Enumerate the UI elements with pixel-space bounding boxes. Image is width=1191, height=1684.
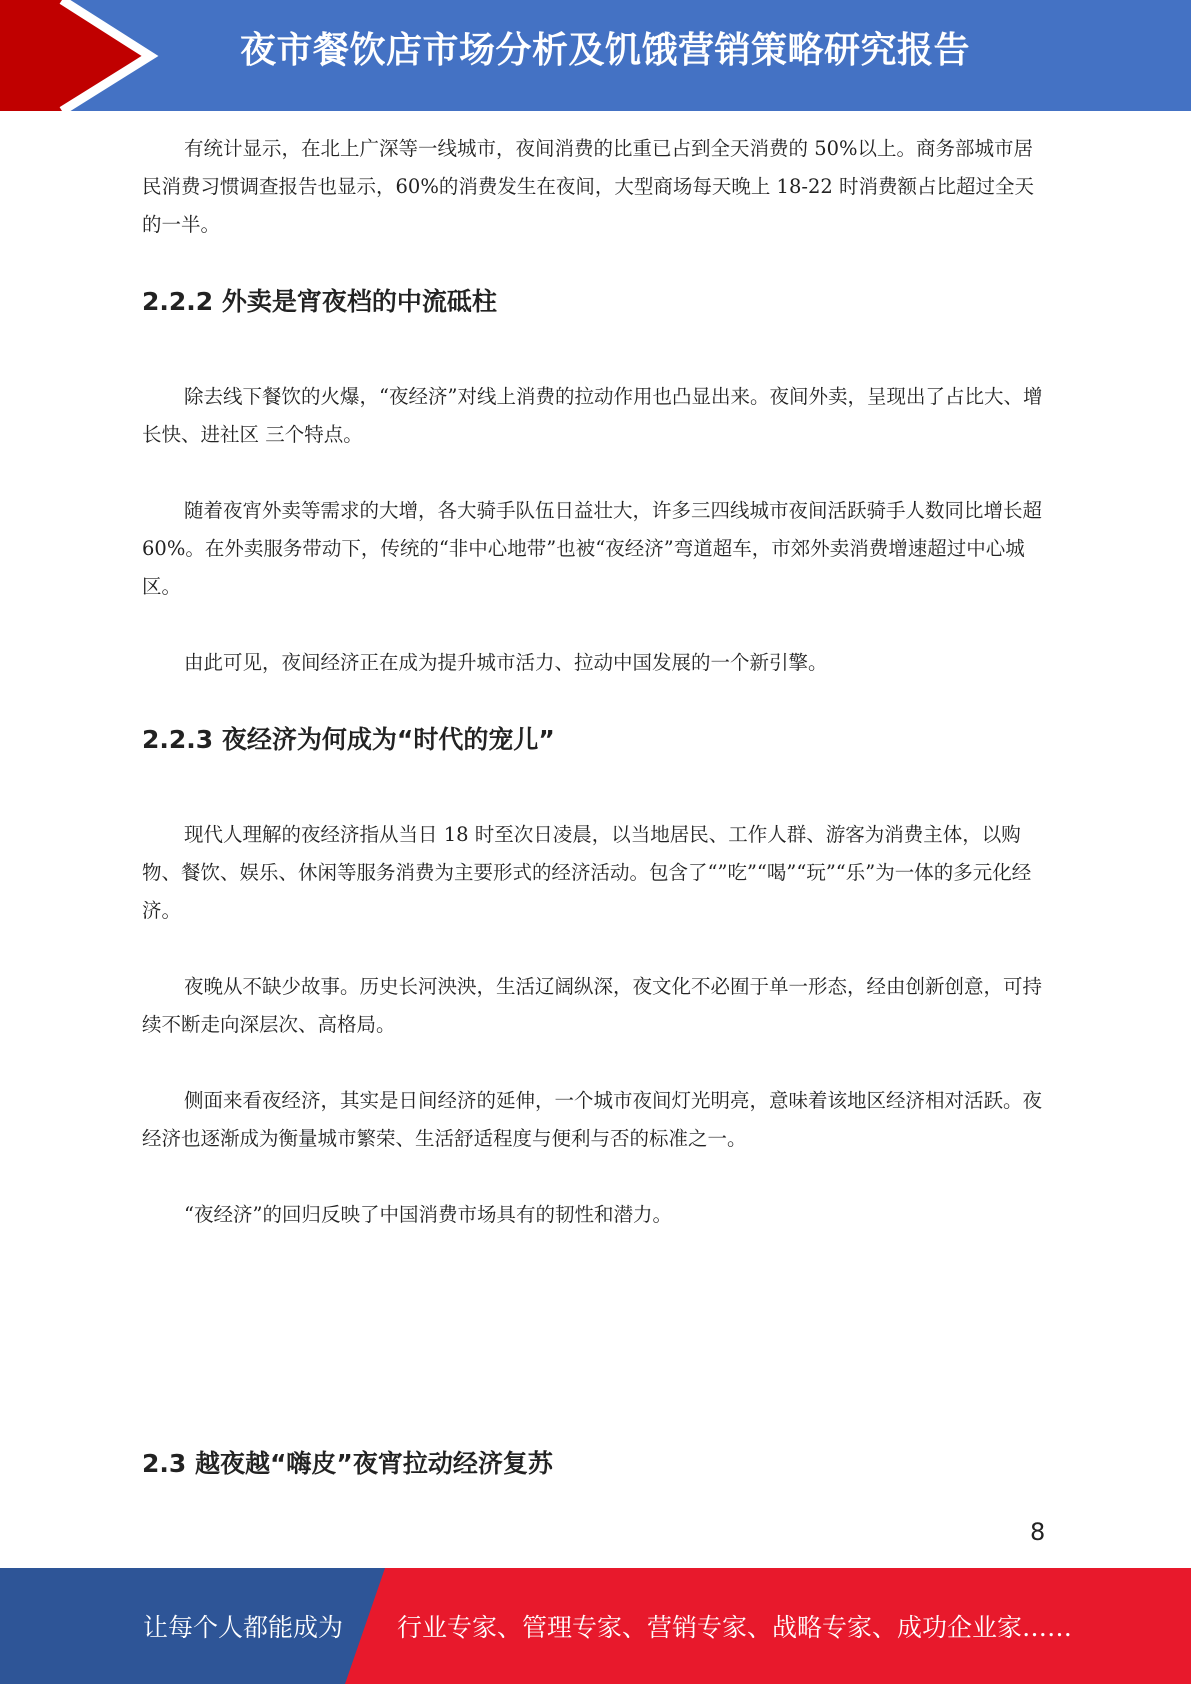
paragraph-day-economy-extension: 侧面来看夜经济，其实是日间经济的延伸，一个城市夜间灯光明亮，意味着该地区经济相对活跃。夜经济也逐渐成为衡量城市繁荣、生活舒适程度与便利与否的标准之一。 <box>142 1089 1043 1150</box>
paragraph-new-engine: 由此可见，夜间经济正在成为提升城市活力、拉动中国发展的一个新引擎。 <box>184 651 828 674</box>
page-footer <box>0 1568 1191 1684</box>
paragraph-online-delivery: 除去线下餐饮的火爆，“夜经济”对线上消费的拉动作用也凸显出来。夜间外卖，呈现出了占比大、增长快、进社区 三个特点。 <box>142 385 1043 446</box>
page-header <box>0 0 1191 111</box>
paragraph-market-resilience: “夜经济”的回归反映了中国消费市场具有的韧性和潜力。 <box>184 1203 672 1226</box>
paragraph-night-consumption-stats: 有统计显示，在北上广深等一线城市，夜间消费的比重已占到全天消费的 50%以上。商务部城市居民消费习惯调查报告也显示，60%的消费发生在夜间，大型商场每天晚上 18-22 时消费额占比超过全天的一半。 <box>142 137 1034 236</box>
heading-2-3: 2.3 越夜越“嗨皮”夜宵拉动经济复苏 <box>142 1449 553 1478</box>
footer-slogan-right: 行业专家、管理专家、营销专家、战略专家、成功企业家…… <box>397 1613 1073 1642</box>
paragraph-rider-growth: 随着夜宵外卖等需求的大增，各大骑手队伍日益壮大，许多三四线城市夜间活跃骑手人数同比增长超 60%。在外卖服务带动下，传统的“非中心地带”也被“夜经济”弯道超车，市郊外卖消费增速超过中心城区。 <box>142 499 1043 598</box>
paragraph-night-stories: 夜晚从不缺少故事。历史长河泱泱，生活辽阔纵深，夜文化不必囿于单一形态，经由创新创意，可持续不断走向深层次、高格局。 <box>142 975 1043 1036</box>
report-title: 夜市餐饮店市场分析及饥饿营销策略研究报告 <box>240 30 971 71</box>
paragraph-night-economy-definition: 现代人理解的夜经济指从当日 18 时至次日凌晨，以当地居民、工作人群、游客为消费主体，以购物、餐饮、娱乐、休闲等服务消费为主要形式的经济活动。包含了“”吃”“喝”“玩”“乐”为一体的多元化经济。 <box>142 823 1032 922</box>
page-content <box>142 130 1046 1480</box>
heading-2-2-3: 2.2.3 夜经济为何成为“时代的宠儿” <box>142 725 555 754</box>
page-number: 8 <box>1030 1518 1046 1546</box>
footer-slogan-left: 让每个人都能成为 <box>143 1613 344 1642</box>
heading-2-2-2: 2.2.2 外卖是宵夜档的中流砥柱 <box>142 287 497 316</box>
